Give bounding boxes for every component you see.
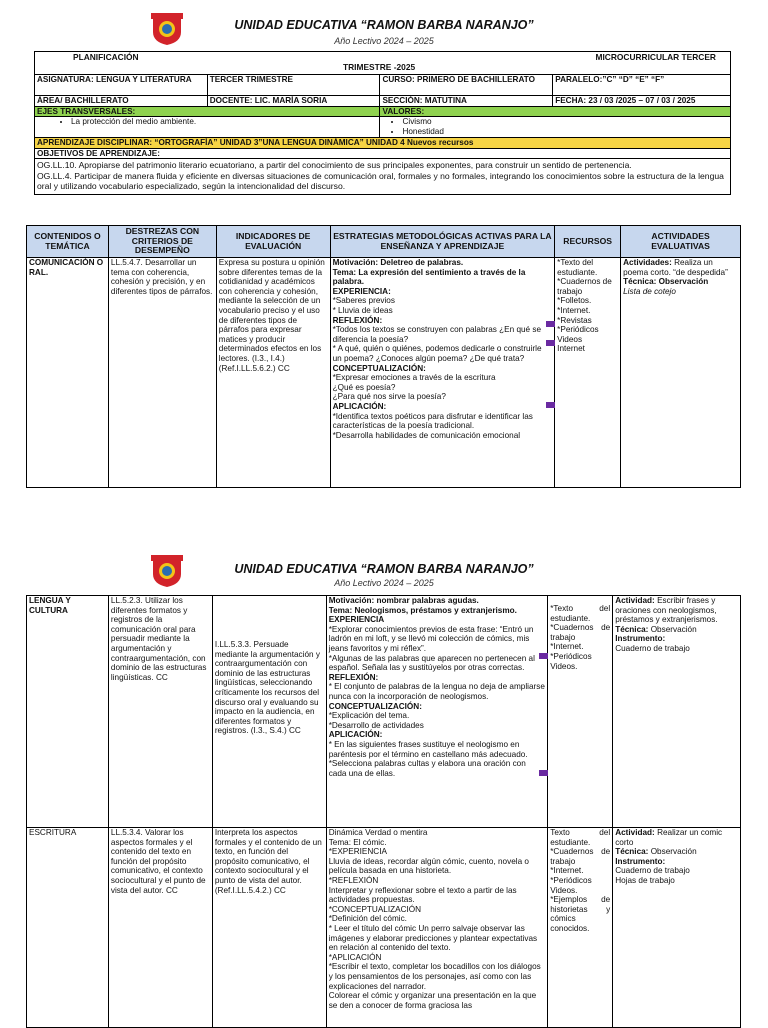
estrategia-line: *Explorar conocimientos previos de esta frase: “Entró un ladrón en mi loft, y se llevó mi colección de cómics, mis jeans favoritos y mi réflex”. — [328, 624, 534, 653]
estrategia-line: Colorear el cómic y organizar una presentación en la que se den a conocer de forma graciosa las — [328, 991, 537, 1010]
valor-item: • Honestidad — [402, 127, 728, 136]
estrategia-line: *Expresar emociones a través de la escritura — [332, 373, 496, 383]
fecha: FECHA: 23 / 03 /2025 – 07 / 03 / 2025 — [553, 96, 731, 107]
estrategia-line: *Escribir el texto, completar los bocadillos con los diálogos y los pensamientos de los personajes, así como con las explicaciones del narrador. — [328, 962, 541, 991]
curso: CURSO: PRIMERO DE BACHILLERATO — [380, 75, 553, 96]
estrategia-line: ¿Qué es poesía? — [332, 382, 396, 392]
instrumento-text: Hojas de trabajo — [615, 875, 675, 885]
tecnica-text: Observación — [650, 624, 697, 634]
tercer-trimestre: TERCER TRIMESTRE — [207, 75, 380, 96]
col-indicadores: INDICADORES DE EVALUACIÓN — [216, 226, 330, 258]
col-destrezas: DESTREZAS CON CRITERIOS DE DESEMPEÑO — [108, 226, 216, 258]
actividad-text: Realizar un comic corto — [615, 828, 723, 847]
actividad-text: Escribir frases y oraciones con neologismos, préstamos y extranjerismos. — [615, 596, 718, 625]
estrategia-line: APLICACIÓN: — [328, 730, 383, 740]
recurso-item: *Cuadernos de trabajo — [550, 623, 611, 642]
estrategia-line: Tema: Neologismos, préstamos y extranjerismo. — [328, 605, 517, 615]
valor-item: • Civismo — [402, 117, 728, 126]
col-recursos: RECURSOS — [555, 226, 621, 258]
estrategia-line: *Selecciona palabras cultas y elabora una oración con cada una de ellas. — [328, 759, 526, 778]
comment-marker-icon — [539, 770, 548, 776]
school-name: UNIDAD EDUCATIVA “RAMON BARBA NARANJO” — [234, 562, 534, 576]
valores-label: VALORES: — [380, 106, 731, 117]
estrategia-line: Tema: La expresión del sentimiento a través de la palabra. — [332, 267, 526, 287]
info-table — [34, 51, 731, 195]
estrategia-line: EXPERIENCIA — [328, 615, 385, 625]
eje-item: • La protección del medio ambiente. — [71, 117, 377, 126]
planificacion-label: PLANIFICACIÓN — [73, 52, 139, 62]
destreza: LL.5.4.7. Desarrollar un tema con coherencia, cohesión y precisión, y en diferentes tipos de párrafos. — [108, 258, 216, 488]
strategies-table-1 — [26, 225, 741, 488]
recurso-item: Texto del estudiante. — [550, 828, 611, 847]
estrategia-line: Interpretar y reflexionar sobre el texto a partir de las actividades propuestas. — [328, 885, 517, 905]
estrategia-line: Tema: El cómic. — [328, 837, 387, 847]
estrategia-line: *CONCEPTUALIZACIÓN — [328, 904, 422, 914]
tecnica-label: Técnica: — [615, 847, 649, 857]
recurso-item: *Internet. — [550, 866, 584, 876]
recurso-item: *Periódicos — [557, 325, 599, 335]
estrategia-line: Motivación: nombrar palabras agudas. — [328, 596, 479, 605]
estrategia-line: *Desarrollo de actividades — [328, 720, 424, 730]
recurso-item: *Folletos. — [557, 296, 592, 306]
estrategia-line: *Definición del cómic. — [328, 914, 407, 924]
col-actividades: ACTIVIDADES EVALUATIVAS — [621, 226, 741, 258]
instrumento-text: Lista de cotejo — [623, 286, 676, 296]
school-year: Año Lectivo 2024 – 2025 — [334, 578, 434, 588]
estrategia-line: CONCEPTUALIZACIÓN: — [328, 701, 422, 711]
estrategia-line: REFLEXIÓN: — [328, 672, 379, 682]
contenido-comunicacion-oral: COMUNICACIÓN ORAL. — [27, 258, 109, 488]
estrategia-line: * El conjunto de palabras de la lengua no deja de ampliarse nunca con la incorporación de neologismos. — [328, 682, 545, 701]
instrumento-text: Cuaderno de trabajo — [615, 643, 690, 653]
estrategia-line: *Desarrolla habilidades de comunicación emocional — [332, 430, 521, 440]
estrategia-line: CONCEPTUALIZACIÓN: — [332, 363, 426, 373]
contenido-lengua-cultura: LENGUA Y CULTURA — [27, 596, 109, 828]
recurso-item: *Internet. — [550, 642, 584, 652]
aprendizaje-disciplinar: APRENDIZAJE DISCIPLINAR: “ORTOGRAFÍA” UNIDAD 3”UNA LENGUA DINÁMICA” UNIDAD 4 Nuevos recursos — [35, 138, 731, 149]
estrategia-line: REFLEXIÓN: — [332, 315, 383, 325]
estrategia-line: *APLICACIÓN — [328, 952, 382, 962]
trimestre-line: TRIMESTRE -2025 — [343, 62, 416, 72]
estrategia-line: * A qué, quién o quiénes, podemos dedicarle o construirle un poema? ¿Conoces algún poema? ¿De qué trata? — [332, 344, 542, 363]
tecnica-text: Observación — [650, 847, 697, 857]
recurso-item: Videos. — [550, 661, 578, 671]
actividades-label: Actividades: — [623, 258, 672, 267]
estrategia-line: *Todos los textos se construyen con palabras ¿En qué se diferencia la poesía? — [332, 325, 542, 344]
instrumento-label: Instrumento: — [615, 856, 666, 866]
docente: DOCENTE: LIC. MARÍA SORIA — [207, 96, 380, 107]
tecnica-text: Técnica: Observación — [623, 277, 709, 287]
comment-marker-icon — [546, 321, 555, 327]
actividades-text: Realiza un poema corto. “de despedida” — [623, 258, 728, 277]
recurso-item: *Texto del estudiante. — [557, 258, 598, 277]
indicador: Interpreta los aspectos formales y el contenido de un texto, en función del propósito comunicativo, el contexto sociocultural y el punto de vista del autor. (Ref.I.LL.5.4.2.) CC — [212, 828, 326, 1028]
objetivos-label: OBJETIVOS DE APRENDIZAJE: — [35, 148, 731, 159]
recurso-item: Videos — [557, 334, 583, 344]
instrumento-label: Instrumento: — [615, 634, 666, 644]
estrategia-line: Motivación: Deletreo de palabras. — [332, 258, 464, 267]
destreza: LL.5.2.3. Utilizar los diferentes formatos y registros de la comunicación oral para persuadir mediante la argumentación y contraargumentación, con dominio de las estructuras lingüísticas. CC — [108, 596, 212, 828]
area: ÁREA/ BACHILLERATO — [35, 96, 208, 107]
strategies-table-2 — [26, 595, 741, 1028]
school-year: Año Lectivo 2024 – 2025 — [334, 36, 434, 46]
tecnica-label: Técnica: — [615, 624, 649, 634]
recurso-item: Videos. — [550, 885, 578, 895]
estrategia-line: *Saberes previos — [332, 296, 395, 306]
col-estrategias: ESTRATEGIAS METODOLÓGICAS ACTIVAS PARA LA ENSEÑANZA Y APRENDIZAJE — [330, 226, 555, 258]
school-name: UNIDAD EDUCATIVA “RAMON BARBA NARANJO” — [234, 18, 534, 32]
indicador: Expresa su postura u opinión sobre diferentes temas de la cotidianidad y académicos con coherencia y cohesión, mediante la selección de un vocabulario preciso y el uso de diferentes tipos de párrafos para expresar matices y producir determinados efectos en los lectores. (I.3., I.4.) (Ref.I.LL.5.6.2.) CC — [216, 258, 330, 488]
estrategia-line: *REFLEXIÓN — [328, 875, 379, 885]
recurso-item: *Ejemplos de historietas y cómics conocidos. — [550, 895, 611, 933]
recurso-item: *Cuadernos de trabajo — [550, 847, 611, 866]
indicador: I.LL.5.3.3. Persuade mediante la argumentación y contraargumentación con dominio de las estructuras lingüísticas, seleccionando críticamente los recursos del discurso oral y evaluando su impacto en la audiencia, en diferentes formatos y registros. (I.3., S.4.) CC — [212, 596, 326, 828]
recurso-item: *Revistas — [557, 315, 592, 325]
recurso-item: *Cuadernos de trabajo — [557, 277, 612, 296]
estrategia-line: ¿Para qué nos sirve la poesía? — [332, 392, 446, 402]
objetivo-og-ll-4: OG.LL.4. Participar de manera fluida y eficiente en diversas situaciones de comunicación oral, formales y no formales, integrando los conocimientos sobre la estructura de la lengua oral y utilizando vocabulario especializado, según la intencionalidad del discurso. — [37, 170, 724, 192]
estrategia-line: EXPERIENCIA: — [332, 286, 391, 296]
ejes-label: EJES TRANSVERSALES: — [35, 106, 380, 117]
asignatura: ASIGNATURA: LENGUA Y LITERATURA — [35, 75, 208, 96]
seccion: SECCIÓN: MATUTINA — [380, 96, 553, 107]
comment-marker-icon — [546, 402, 555, 408]
recurso-item: *Texto del estudiante. — [550, 604, 611, 623]
comment-marker-icon — [546, 340, 555, 346]
estrategia-line: * Leer el título del cómic Un perro salvaje observar las imágenes y elaborar predicciones y plantear expectativas en relación al contenido del texto. — [328, 923, 538, 953]
recurso-item: *Internet. — [557, 305, 591, 315]
estrategia-line: * En las siguientes frases sustituye el neologismo en paréntesis por el término en castellano más adecuado. — [328, 739, 528, 759]
recurso-item: *Periódicos — [550, 875, 592, 885]
recurso-item: *Periódicos — [550, 651, 592, 661]
comment-marker-icon — [539, 653, 548, 659]
destreza: LL.5.3.4. Valorar los aspectos formales y el contenido del texto en función del propósito comunicativo, el contexto sociocultural y el punto de vista del autor. CC — [108, 828, 212, 1028]
estrategia-line: * Lluvia de ideas — [332, 305, 393, 315]
contenido-escritura: ESCRITURA — [27, 828, 109, 1028]
estrategia-line: *Algunas de las palabras que aparecen no pertenecen al español. Señala las y sustitúyelos por otras correctas. — [328, 653, 535, 673]
estrategia-line: APLICACIÓN: — [332, 401, 387, 411]
estrategia-line: Dinámica Verdad o mentira — [328, 828, 428, 837]
col-contenidos: CONTENIDOS O TEMÁTICA — [27, 226, 109, 258]
objetivo-og-ll-10: OG.LL.10. Apropiarse del patrimonio literario ecuatoriano, a partir del conocimiento de sus principales exponentes, para construir un sentido de pertenencia. — [37, 160, 632, 171]
estrategia-line: *EXPERIENCIA — [328, 847, 387, 857]
estrategia-line: *Identifica textos poéticos para disfrutar e identificar las características de la poesía tradicional. — [332, 411, 533, 431]
actividad-label: Actividad: — [615, 596, 655, 605]
instrumento-text: Cuaderno de trabajo — [615, 866, 690, 876]
microcurricular-label: MICROCURRICULAR TERCER — [595, 52, 716, 62]
recurso-item: Internet — [557, 344, 585, 354]
estrategia-line: Lluvia de ideas, recordar algún cómic, cuento, novela o película basada en una historieta. — [328, 856, 529, 876]
estrategia-line: *Explicación del tema. — [328, 711, 410, 721]
paralelo: PARALELO:”C” “D” “E” “F” — [553, 75, 731, 96]
actividad-label: Actividad: — [615, 828, 655, 837]
